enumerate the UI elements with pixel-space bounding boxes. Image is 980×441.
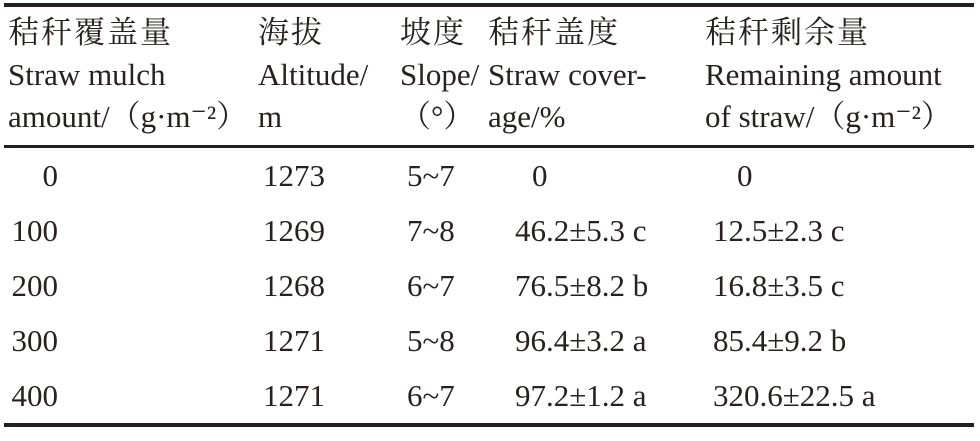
cell-straw-mulch-amount: 400 — [11, 378, 58, 413]
column-header-en-line: （°） — [400, 99, 475, 134]
cell-straw-coverage: 0 — [532, 158, 548, 193]
column-header-straw-mulch-amount — [4, 5, 254, 147]
column-header-zh: 秸秆剩余量 — [705, 15, 870, 50]
column-header-slope — [396, 5, 484, 147]
table-row — [4, 147, 974, 204]
cell-straw-coverage: 96.4±3.2 a — [515, 323, 647, 358]
cell-slope: 6~7 — [407, 378, 455, 413]
cell-remaining-straw: 320.6±22.5 a — [713, 378, 876, 413]
cell-slope: 5~7 — [407, 158, 455, 193]
column-header-remaining-straw — [702, 5, 974, 147]
column-header-straw-coverage — [484, 5, 702, 147]
column-header-en-line: Slope/ — [400, 57, 480, 92]
column-header-en-line: Straw cover- — [488, 57, 647, 92]
column-header-zh: 秸秆盖度 — [488, 15, 620, 50]
column-header-zh: 坡度 — [400, 15, 466, 50]
cell-altitude: 1271 — [263, 378, 325, 413]
cell-straw-mulch-amount: 0 — [42, 158, 58, 193]
cell-remaining-straw: 0 — [737, 158, 753, 193]
cell-altitude: 1271 — [263, 323, 325, 358]
cell-slope: 5~8 — [407, 323, 455, 358]
cell-remaining-straw: 12.5±2.3 c — [713, 213, 845, 248]
table-row — [4, 313, 974, 368]
results-table — [4, 3, 974, 427]
column-header-zh: 海拔 — [258, 15, 324, 50]
column-header-en-line: amount/（g·m⁻²） — [8, 99, 248, 134]
cell-straw-mulch-amount: 200 — [11, 268, 58, 303]
table-row — [4, 203, 974, 258]
column-header-altitude — [254, 5, 396, 147]
cell-slope: 6~7 — [407, 268, 455, 303]
cell-straw-mulch-amount: 100 — [11, 213, 58, 248]
cell-straw-mulch-amount: 300 — [11, 323, 58, 358]
column-header-en-line: of straw/（g·m⁻²） — [705, 99, 952, 134]
cell-altitude: 1269 — [263, 213, 325, 248]
column-header-zh: 秸秆覆盖量 — [8, 15, 173, 50]
column-header-en-line: Straw mulch — [8, 57, 166, 92]
cell-slope: 7~8 — [407, 213, 455, 248]
header-row — [4, 5, 974, 147]
cell-altitude: 1268 — [263, 268, 325, 303]
cell-straw-coverage: 46.2±5.3 c — [515, 213, 647, 248]
column-header-en-line: m — [258, 99, 283, 134]
table-row — [4, 258, 974, 313]
column-header-en-line: Altitude/ — [258, 57, 369, 92]
table-header — [4, 5, 974, 147]
cell-straw-coverage: 97.2±1.2 a — [515, 378, 647, 413]
table-body — [4, 147, 974, 426]
cell-straw-coverage: 76.5±8.2 b — [515, 268, 649, 303]
cell-remaining-straw: 16.8±3.5 c — [713, 268, 845, 303]
cell-remaining-straw: 85.4±9.2 b — [713, 323, 847, 358]
table-row — [4, 368, 974, 425]
column-header-en-line: Remaining amount — [705, 57, 942, 92]
cell-altitude: 1273 — [263, 158, 325, 193]
column-header-en-line: age/% — [488, 99, 566, 134]
